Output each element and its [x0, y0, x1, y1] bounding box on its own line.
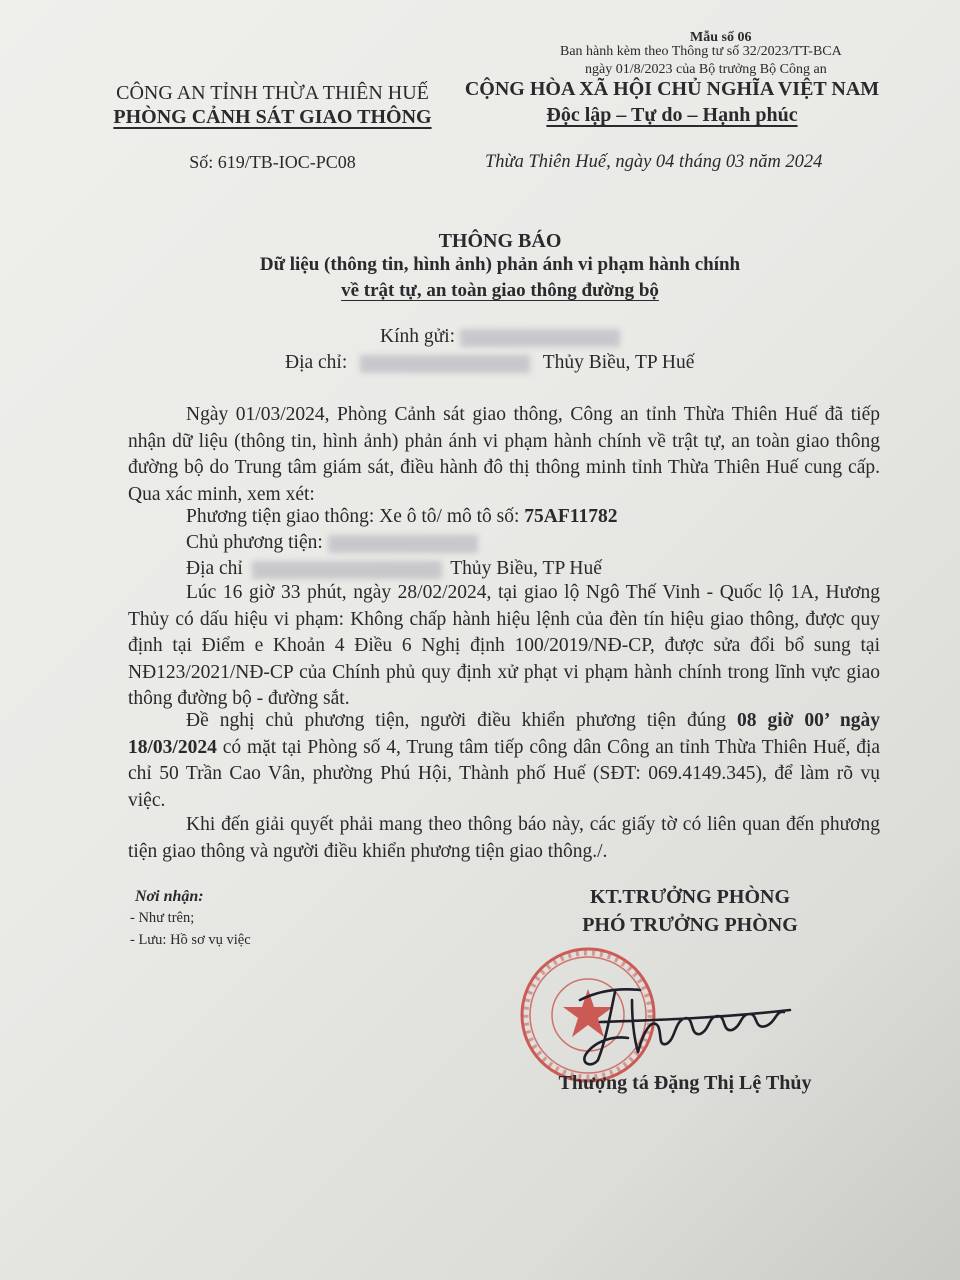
agency-department-text: PHÒNG CẢNH SÁT GIAO THÔNG: [113, 106, 432, 128]
request-post: có mặt tại Phòng số 4, Trung tâm tiếp công dân Công an tỉnh Thừa Thiên Huế, địa chỉ 50 Trần Cao Vân, phường Phú Hội, Thành phố Huế (SĐT: 069.4149.345), để làm rõ vụ việc.: [128, 736, 881, 811]
paragraph-closing: Khi đến giải quyết phải mang theo thông báo này, các giấy tờ có liên quan đến phương tiện giao thông và người điều khiển phương tiện giao thông./.: [128, 814, 880, 862]
owner-line: [186, 532, 478, 554]
notice-subtitle-1: Dữ liệu (thông tin, hình ảnh) phản ánh vi phạm hành chính: [259, 254, 741, 275]
redacted-recipient-name: [460, 329, 620, 347]
recipient-address: [285, 352, 694, 374]
form-issued-line-2: ngày 01/8/2023 của Bộ trưởng Bộ Công an: [585, 62, 827, 77]
owner-address-line: [186, 558, 602, 580]
recipients-label: Nơi nhận:: [135, 888, 204, 905]
notice-title: THÔNG BÁO: [438, 230, 562, 252]
form-issued-line-1: Ban hành kèm theo Thông tư số 32/2023/TT-BCA: [560, 44, 842, 59]
form-number: Mẫu số 06: [690, 30, 752, 45]
recipients-item-2: - Lưu: Hồ sơ vụ việc: [130, 932, 251, 948]
recipients-item-1: - Như trên;: [130, 910, 195, 926]
signature-role-2: PHÓ TRƯỞNG PHÒNG: [582, 914, 798, 936]
agency-department: [95, 106, 450, 129]
vehicle-plate: 75AF11782: [524, 506, 618, 527]
notice-subtitle-2: [120, 280, 880, 302]
signature-role-1: KT.TRƯỞNG PHÒNG: [590, 886, 790, 908]
place-date: Thừa Thiên Huế, ngày 04 tháng 03 năm 2024: [485, 152, 823, 172]
owner-address-suffix: Thủy Biều, TP Huế: [450, 558, 602, 579]
agency-parent: CÔNG AN TỈNH THỪA THIÊN HUẾ: [116, 82, 429, 104]
owner-address-label: Địa chỉ: [186, 558, 243, 579]
recipient-to-label: Kính gửi:: [380, 326, 456, 347]
request-time: 08 giờ 00’ ngày 18/03/2024: [128, 710, 881, 758]
recipient-address-label: Địa chỉ:: [285, 352, 348, 373]
notice-subtitle-2-text: về trật tự, an toàn giao thông đường bộ: [341, 280, 659, 301]
paragraph-violation: Lúc 16 giờ 33 phút, ngày 28/02/2024, tại giao lộ Ngô Thế Vinh - Quốc lộ 1A, Hương Thủy có dấu hiệu vi phạm: Không chấp hành hiệu lệnh của đèn tín hiệu giao thông, được quy định tại Điểm e Khoản 4 Điều 6 Nghị định 100/2019/NĐ-CP, được sửa đổi bổ sung tại NĐ123/2021/NĐ-CP của Chính phủ quy định xử phạt vi phạm hành chính trong lĩnh vực giao thông đường bộ - đường sắt.: [128, 582, 880, 709]
redacted-recipient-address: [360, 355, 530, 373]
paragraph-request: [128, 708, 880, 814]
request-pre: Đề nghị chủ phương tiện, người điều khiển phương tiện đúng: [186, 710, 727, 731]
recipient-to: [380, 326, 620, 348]
handwritten-signature: [540, 960, 810, 1070]
recipient-address-suffix: Thủy Biều, TP Huế: [542, 352, 695, 373]
document-number: Số: 619/TB-IOC-PC08: [189, 152, 356, 172]
paragraph-intake: Ngày 01/03/2024, Phòng Cảnh sát giao thông, Công an tỉnh Thừa Thiên Huế đã tiếp nhận dữ liệu (thông tin, hình ảnh) phản ánh vi phạm hành chính về trật tự, an toàn giao thông đường bộ do Trung tâm giám sát, điều hành đô thị thông minh tỉnh Thừa Thiên Huế cung cấp. Qua xác minh, xem xét:: [128, 404, 880, 505]
redacted-owner-name: [328, 535, 478, 553]
signer-name: Thượng tá Đặng Thị Lệ Thủy: [558, 1072, 812, 1094]
nation-motto-text: Độc lập – Tự do – Hạnh phúc: [546, 104, 798, 126]
vehicle-label: Phương tiện giao thông: Xe ô tô/ mô tô số:: [186, 506, 520, 527]
nation-motto: [452, 104, 892, 127]
redacted-owner-address: [252, 561, 442, 579]
owner-label: Chủ phương tiện:: [186, 532, 323, 553]
nation-name: CỘNG HÒA XÃ HỘI CHỦ NGHĨA VIỆT NAM: [464, 78, 880, 100]
vehicle-line: [186, 506, 617, 528]
